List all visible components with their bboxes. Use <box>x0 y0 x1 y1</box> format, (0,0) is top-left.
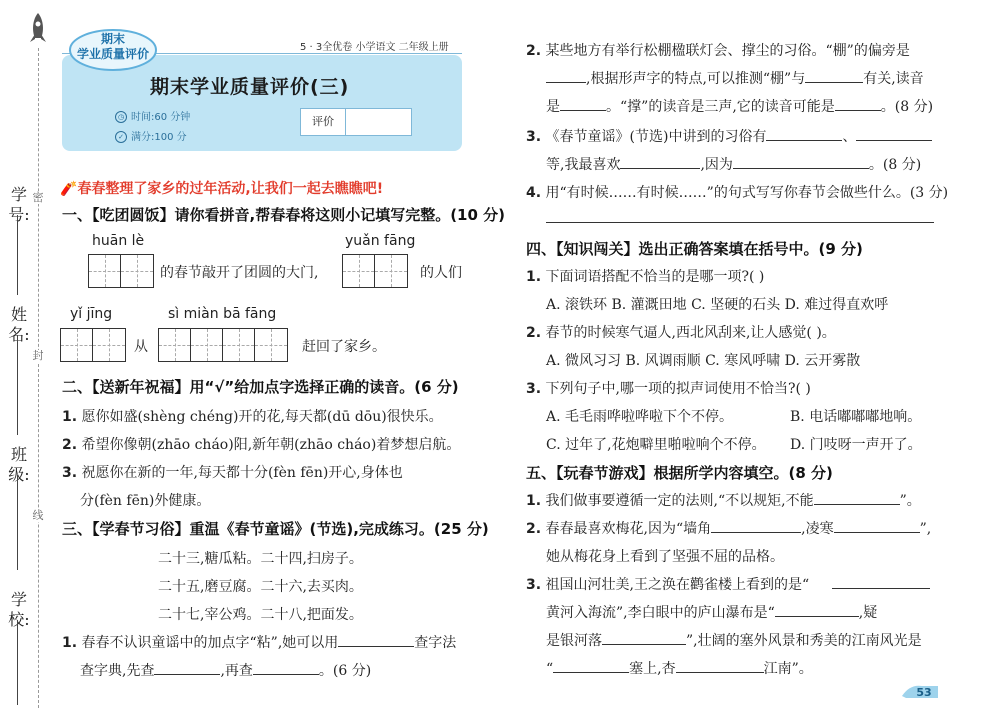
page-number: 53 <box>916 686 932 699</box>
s3-q3-text-e: 。(8 分) <box>868 157 922 173</box>
answer-blank[interactable] <box>766 126 842 141</box>
series-info: 5 · 3全优卷 小学语文 二年级上册 <box>300 42 449 53</box>
s4-question-1: 1. 下面词语搭配不恰当的是哪一项?( ) <box>526 269 765 285</box>
pinyin-simianbafang: sì miàn bā fāng <box>168 306 277 322</box>
s3-q3-text-c: 等,我最喜欢 <box>546 157 621 173</box>
s3-q1-text-c: 查字典,先查 <box>80 663 155 679</box>
answer-blank[interactable] <box>835 96 881 111</box>
s3-question-3: 3. 《春节童谣》(节选)中讲到的习俗有 、 <box>526 126 932 146</box>
name-line[interactable] <box>17 335 18 435</box>
s4-q3-option-b[interactable]: B. 电话嘟嘟嘟地响。 <box>790 409 922 425</box>
intro-text: 春春整理了家乡的过年活动,让我们一起去瞧瞧吧! <box>77 181 384 197</box>
poem-line: 二十七,宰公鸡。二十八,把面发。 <box>158 607 363 623</box>
s3-q3-text-a: 《春节童谣》(节选)中讲到的习俗有 <box>545 129 767 145</box>
badge-line1: 期末 <box>100 32 125 46</box>
class-label: 班级: <box>8 445 30 484</box>
s4-q2-options[interactable]: A. 微风习习 B. 风调雨顺 C. 寒风呼啸 D. 云开雾散 <box>546 353 861 369</box>
name-label: 姓名: <box>8 305 30 344</box>
s3-q2-text-f: 。(8 分) <box>880 99 934 115</box>
answer-blank[interactable] <box>814 490 900 505</box>
school-line[interactable] <box>17 620 18 705</box>
s3-question-4: 4. 用“有时候……有时候……”的句式写写你春节会做些什么。(3 分) <box>526 185 949 201</box>
s2-q3-text: 祝愿你在新的一年,每天都十分(fèn fēn)开心,身体也 <box>81 465 403 481</box>
s5-q2-line2: 她从梅花身上看到了坚强不屈的品格。 <box>546 549 784 565</box>
time-info <box>115 108 190 123</box>
binding-seal-char: 密 <box>32 191 44 204</box>
s5-q3-line2 <box>546 602 877 622</box>
s5-q2-text-b: ,凌寒 <box>801 521 834 537</box>
grid-cell[interactable] <box>255 329 287 361</box>
s3-q2-line2 <box>546 68 924 88</box>
s4-q3-text: 下列句子中,哪一项的拟声词使用不恰当?( ) <box>545 381 811 397</box>
s4-q3-option-c[interactable]: C. 过年了,花炮噼里啪啦响个不停。 <box>546 437 766 453</box>
poem-line: 二十五,磨豆腐。二十六,去买肉。 <box>158 579 363 595</box>
answer-blank[interactable] <box>253 660 319 675</box>
answer-blank[interactable] <box>834 518 920 533</box>
s5-q3-text-a: 祖国山河壮美,王之涣在鹳雀楼上看到的是“ <box>545 577 810 593</box>
student-number-label: 学号: <box>8 185 30 224</box>
s5-question-2: 2. 春春最喜欢梅花,因为“墙角 ,凌寒 ”, <box>526 518 931 538</box>
answer-blank[interactable] <box>154 660 220 675</box>
s5-q2-text-a: 春春最喜欢梅花,因为“墙角 <box>545 521 712 537</box>
firecracker-icon: 🧨 <box>60 181 78 197</box>
s2-q3-continued: 分(fèn fēn)外健康。 <box>80 493 211 509</box>
pinyin-huanle: huān lè <box>92 233 145 249</box>
school-label: 学校: <box>8 590 30 629</box>
section-1-title: 一、【吃团圆饭】请你看拼音,帮春春将这则小记填写完整。(10 分) <box>62 206 506 224</box>
s1-text-4: 赶回了家乡。 <box>302 339 386 355</box>
badge-text <box>68 32 158 62</box>
clock-icon: ◷ <box>115 111 127 123</box>
page-number-badge <box>900 682 940 700</box>
poem-line: 二十三,糖瓜粘。二十四,扫房子。 <box>158 551 363 567</box>
time-text: 时间:60 分钟 <box>131 112 191 123</box>
s3-question-2: 2. 某些地方有举行松棚楹联灯会、撑尘的习俗。“棚”的偏旁是 <box>526 43 910 59</box>
s3-q1-text-d: ,再查 <box>220 663 253 679</box>
s2-question-1: 1. 愿你如盛(shèng chéng)开的花,每天都(dū dōu)很快乐。 <box>62 409 443 425</box>
s2-question-3: 3. 祝愿你在新的一年,每天都十分(fèn fēn)开心,身体也 <box>62 465 403 481</box>
grid-cell[interactable] <box>159 329 191 361</box>
tianzige-grid-yijing[interactable] <box>60 328 126 362</box>
s4-q2-text: 春节的时候寒气逼人,西北风刮来,让人感觉( )。 <box>545 325 836 341</box>
s3-q2-text-c: 有关,读音 <box>863 71 924 87</box>
s2-question-2: 2. 希望你像朝(zhāo cháo)阳,新年朝(zhāo cháo)着梦想启航。 <box>62 437 461 453</box>
s5-question-1: 1. 我们做事要遵循一定的法则,“不以规矩,不能 ”。 <box>526 490 921 510</box>
section-2-title: 二、【送新年祝福】用“√”给加点字选择正确的读音。(6 分) <box>62 378 459 396</box>
s3-q1-text-a: 春春不认识童谣中的加点字“粘”,她可以用 <box>81 635 339 651</box>
intro-line <box>60 178 383 198</box>
grid-cell[interactable] <box>191 329 223 361</box>
s5-q3-line4 <box>546 658 813 678</box>
answer-blank[interactable] <box>560 96 606 111</box>
s5-q3-text-e: ”,壮阔的塞外风景和秀美的江南风光是 <box>686 633 922 649</box>
answer-blank[interactable] <box>553 658 629 673</box>
s4-q1-text: 下面词语搭配不恰当的是哪一项?( ) <box>545 269 765 285</box>
section-5-title: 五、【玩春节游戏】根据所学内容填空。(8 分) <box>526 464 833 482</box>
s5-q3-text-b: 黄河入海流”,李白眼中的庐山瀑布是“ <box>546 605 775 621</box>
s1-text-2: 的人们 <box>420 265 462 281</box>
s2-q2-text: 希望你像朝(zhāo cháo)阳,新年朝(zhāo cháo)着梦想启航。 <box>81 437 461 453</box>
s3-q1-text-e: 。(6 分) <box>318 663 372 679</box>
s3-q4-text: 用“有时候……有时候……”的句式写写你春节会做些什么。(3 分) <box>545 185 949 201</box>
s1-text-3: 从 <box>134 339 148 355</box>
grid-cell[interactable] <box>121 255 153 287</box>
s5-q3-text-h: 江南”。 <box>763 661 813 677</box>
s5-q3-text-c: ,疑 <box>858 605 878 621</box>
binding-seal-char: 线 <box>32 509 44 522</box>
s4-q1-options[interactable]: A. 滚铁环 B. 灌溉田地 C. 坚硬的石头 D. 难过得直欢呼 <box>546 297 889 313</box>
score-info <box>115 128 187 143</box>
grid-cell[interactable] <box>93 329 125 361</box>
tianzige-grid-yuanfang[interactable] <box>342 254 408 288</box>
exam-title: 期末学业质量评价(三) <box>150 76 350 98</box>
s5-q1-text-a: 我们做事要遵循一定的法则,“不以规矩,不能 <box>545 493 814 509</box>
s3-q2-text-b: ,根据形声字的特点,可以推测“棚”与 <box>586 71 806 87</box>
tianzige-grid-simianbafang[interactable] <box>158 328 288 362</box>
rocket-icon <box>28 12 48 46</box>
section-3-title: 三、【学春节习俗】重温《春节童谣》(节选),完成练习。(25 分) <box>62 520 489 538</box>
s4-question-3: 3. 下列句子中,哪一项的拟声词使用不恰当?( ) <box>526 381 811 397</box>
s5-q1-text-b: ”。 <box>899 493 921 509</box>
s3-q2-text-e: 。“撑”的读音是三声,它的读音可能是 <box>606 99 835 115</box>
answer-line[interactable] <box>546 222 934 223</box>
binding-margin <box>0 0 52 720</box>
section-4-title: 四、【知识闯关】选出正确答案填在括号中。(9 分) <box>526 240 863 258</box>
binding-dashed-line <box>38 48 39 708</box>
answer-blank[interactable] <box>733 154 869 169</box>
grid-cell[interactable] <box>89 255 121 287</box>
s3-q2-text-d: 是 <box>546 99 560 115</box>
s5-q3-text-g: 塞上,杏 <box>629 661 676 677</box>
s4-question-2: 2. 春节的时候寒气逼人,西北风刮来,让人感觉( )。 <box>526 325 836 341</box>
s3-q1-continued <box>80 660 371 680</box>
answer-blank[interactable] <box>338 632 414 647</box>
s5-question-3: 3. 祖国山河壮美,王之涣在鹳雀楼上看到的是“ <box>526 577 810 593</box>
answer-blank[interactable] <box>856 126 932 141</box>
s3-q2-text-a: 某些地方有举行松棚楹联灯会、撑尘的习俗。“棚”的偏旁是 <box>545 43 910 59</box>
answer-blank[interactable] <box>832 588 930 589</box>
s3-q1-text-b: 查字法 <box>414 635 457 651</box>
s1-text-1: 的春节敲开了团圆的大门, <box>160 265 319 281</box>
answer-blank[interactable] <box>775 602 859 617</box>
answer-blank[interactable] <box>602 630 686 645</box>
s3-question-1: 1. 春春不认识童谣中的加点字“粘”,她可以用 查字法 <box>62 632 456 652</box>
s4-q3-option-a[interactable]: A. 毛毛雨哗啦哗啦下个不停。 <box>546 409 734 425</box>
s3-q3-line2 <box>546 154 921 174</box>
student-number-line[interactable] <box>17 215 18 295</box>
s4-q3-option-d[interactable]: D. 门吱呀一声开了。 <box>790 437 922 453</box>
grid-cell[interactable] <box>375 255 407 287</box>
grid-cell[interactable] <box>343 255 375 287</box>
grid-cell[interactable] <box>61 329 93 361</box>
badge-line2: 学业质量评价 <box>76 47 149 61</box>
s5-q3-text-d: 是银河落 <box>546 633 602 649</box>
pinyin-yuanfang: yuǎn fāng <box>345 233 416 249</box>
answer-blank[interactable] <box>676 658 764 673</box>
score-text: 满分:100 分 <box>131 132 187 143</box>
answer-blank[interactable] <box>546 68 586 83</box>
answer-blank[interactable] <box>805 68 863 83</box>
evaluation-box[interactable] <box>300 108 412 136</box>
s5-q3-text-f: “ <box>546 661 554 677</box>
check-icon: ✓ <box>115 131 127 143</box>
s3-q3-text-b: 、 <box>842 129 857 145</box>
s5-q2-text-c: ”, <box>919 521 932 537</box>
s5-q3-line3 <box>546 630 922 650</box>
s3-q3-text-d: ,因为 <box>700 157 733 173</box>
s3-q2-line3 <box>546 96 933 116</box>
evaluation-label: 评价 <box>301 109 346 135</box>
answer-blank[interactable] <box>711 518 801 533</box>
s2-q1-text: 愿你如盛(shèng chéng)开的花,每天都(dū dōu)很快乐。 <box>81 409 443 425</box>
tianzige-grid-huanle[interactable] <box>88 254 154 288</box>
binding-seal-char: 封 <box>32 349 44 362</box>
pinyin-yijing: yǐ jīng <box>70 306 113 322</box>
class-line[interactable] <box>17 475 18 570</box>
answer-blank[interactable] <box>620 154 700 169</box>
grid-cell[interactable] <box>223 329 255 361</box>
